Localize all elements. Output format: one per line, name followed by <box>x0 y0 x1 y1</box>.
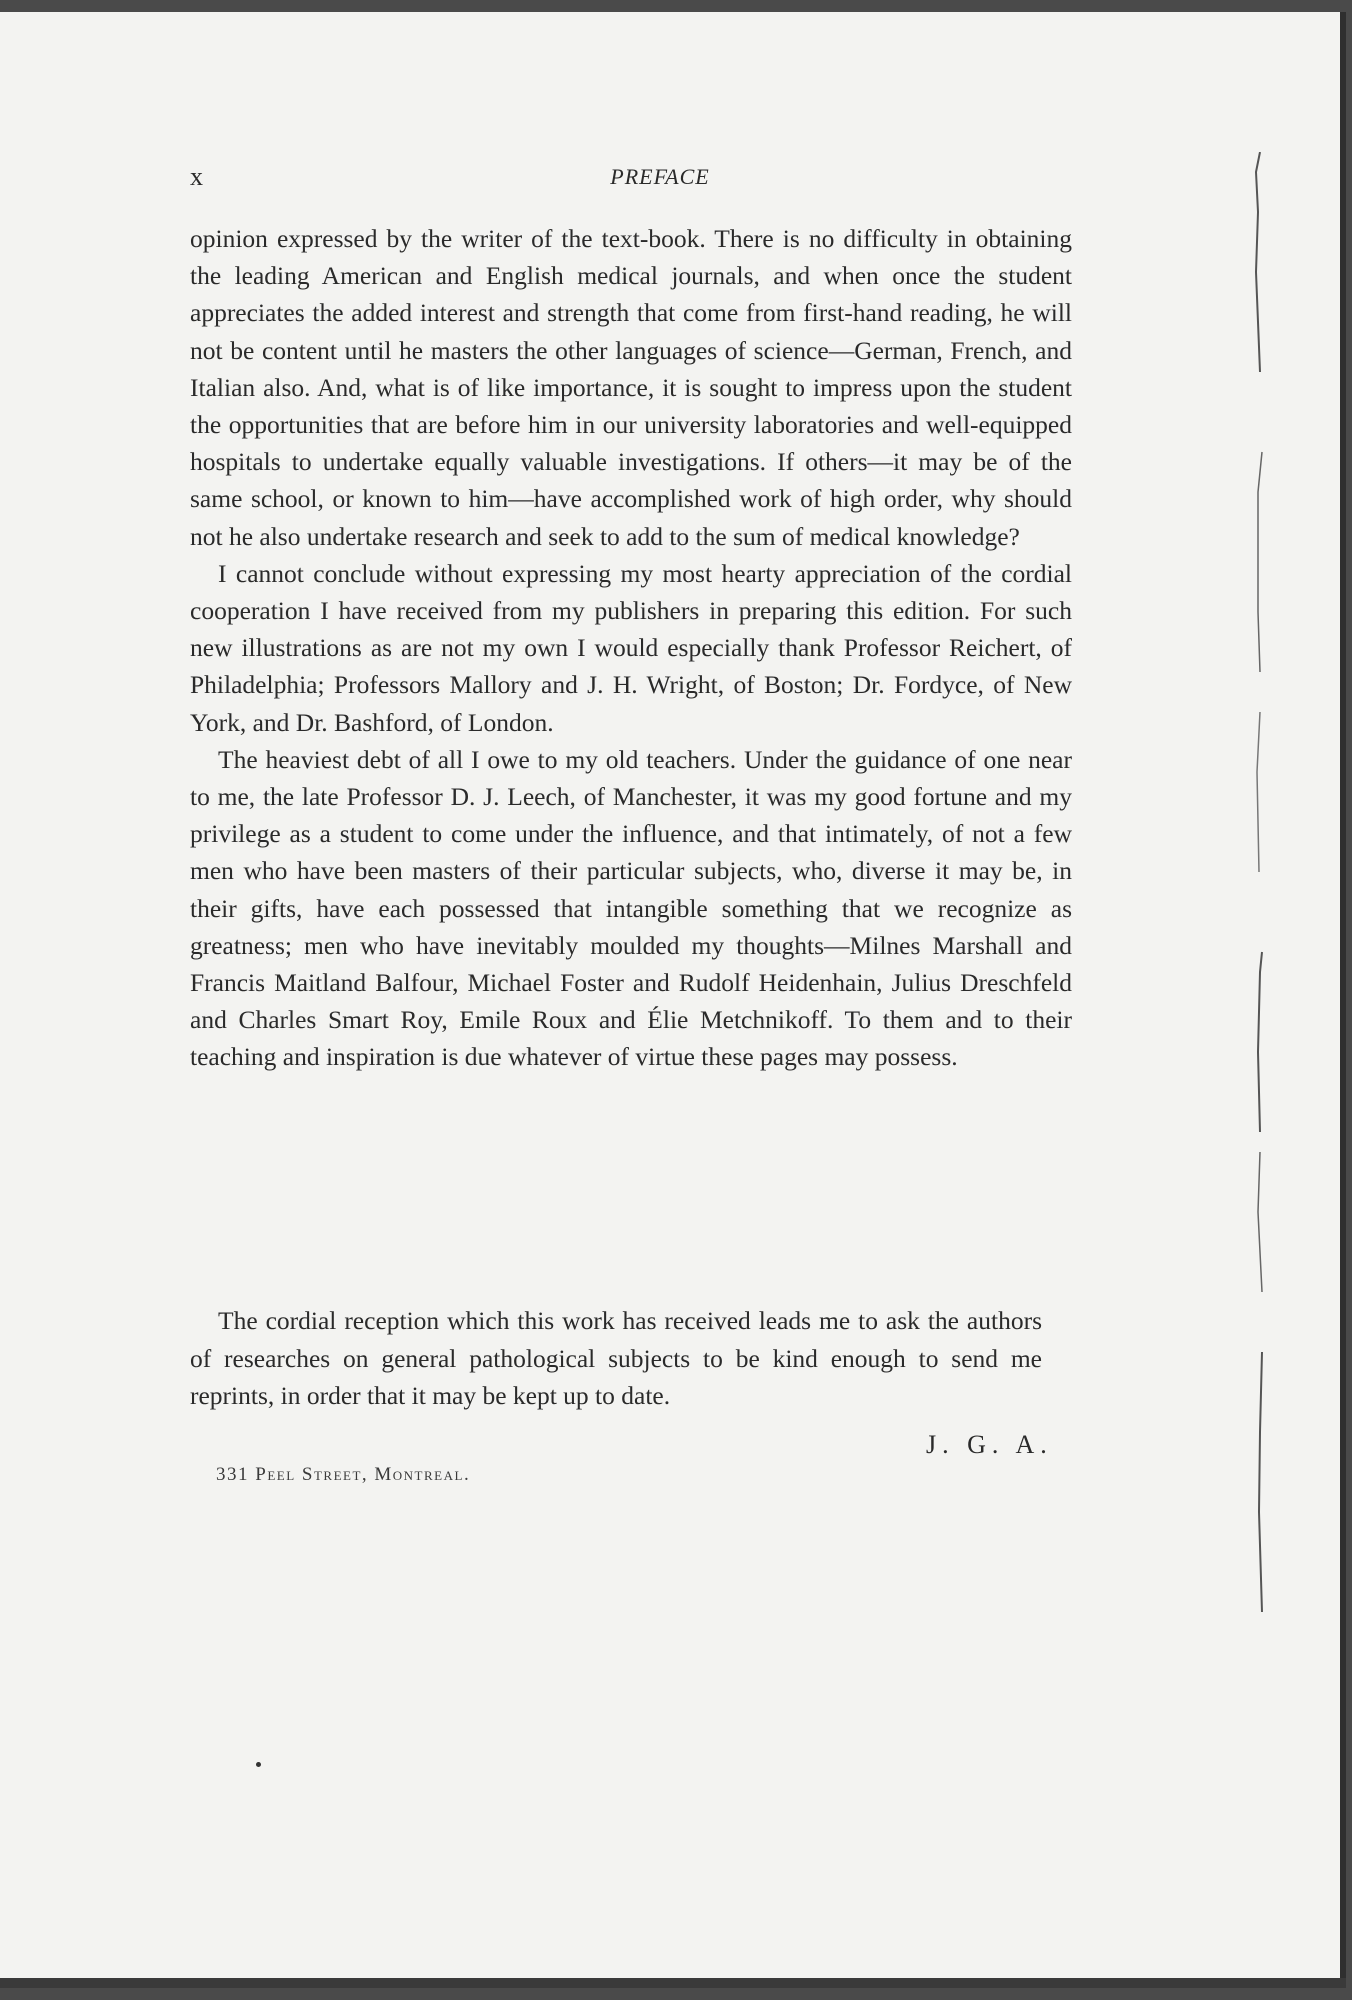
running-head: PREFACE <box>610 164 710 189</box>
page-header <box>190 162 1070 194</box>
book-page <box>0 12 1346 1988</box>
postscript-paragraph: The cordial reception which this work has received leads me to ask the authors of researches on general pathological subjects to be kind enough to send me reprints, in order that it may be kept up to date. <box>190 1306 1042 1410</box>
ink-speck <box>256 1762 261 1767</box>
author-address: 331 Peel Street, Montreal. <box>216 1464 471 1485</box>
preface-body <box>190 220 1072 1076</box>
binding-edge-marks <box>1250 152 1270 1752</box>
paragraph: I cannot conclude without expressing my most hearty appreciation of the cordial cooperation I have received from my publishers in preparing this edition. For such new illustrations as are not my own I would especially thank Professor Reichert, of Philadelphia; Professors Mallory and J. H. Wright, of Boston; Dr. Fordyce, of New York, and Dr. Bashford, of London. <box>190 558 1072 737</box>
page-edge-shadow <box>1340 12 1346 1988</box>
author-initials: J. G. A. <box>926 1430 1053 1459</box>
page-number: x <box>190 162 203 191</box>
paragraph: opinion expressed by the writer of the text-book. There is no difficulty in obtaining the leading American and English medical journals, and when once the student appreciates the added interest and strength that come from first-hand reading, he will not be content until he masters the other languages of science—German, French, and Italian also. And, what is of like importance, it is sought to impress upon the student the opportunities that are before him in our university laboratories and well-equipped hospitals to undertake equally valuable investigations. If others—it may be of the same school, or known to him—have accomplished work of high order, why should not he also undertake research and seek to add to the sum of medical knowledge? <box>190 224 1072 551</box>
paragraph: The heaviest debt of all I owe to my old teachers. Under the guidance of one near to me, the late Professor D. J. Leech, of Manchester, it was my good fortune and my privilege as a student to come under the influence, and that intimately, of not a few men who have been masters of their particular subjects, who, diverse it may be, in their gifts, have each possessed that intangible something that we recognize as greatness; men who have inevitably moulded my thoughts—Milnes Marshall and Francis Maitland Balfour, Michael Foster and Rudolf Heidenhain, Julius Dreschfeld and Charles Smart Roy, Emile Roux and Élie Metchnikoff. To them and to their teaching and inspiration is due whatever of virtue these pages may possess. <box>190 744 1072 1072</box>
page-bottom-edge <box>0 1978 1346 1988</box>
postscript <box>190 1302 1042 1415</box>
